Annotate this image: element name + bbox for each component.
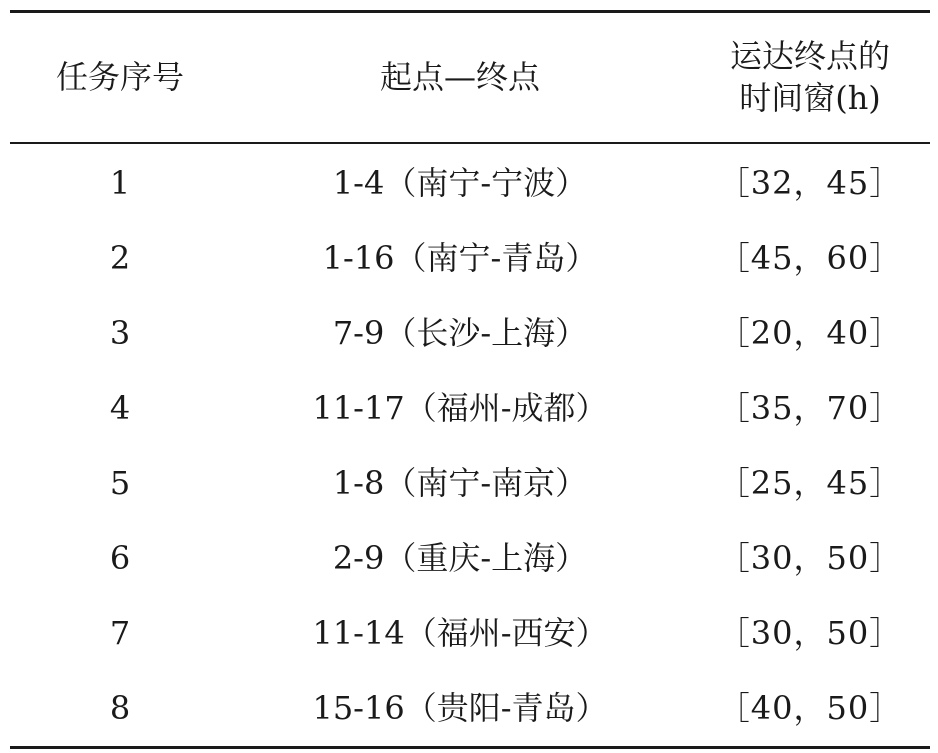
task-number-cell: 6 [109, 538, 131, 577]
header-time-window-line1: 运达终点的 [729, 36, 890, 75]
time-window-cell: ［40，50］ [717, 688, 903, 727]
table-row [10, 446, 930, 521]
task-number-cell: 8 [109, 688, 131, 727]
header-origin-destination: 起点—终点 [379, 57, 540, 96]
time-window-cell: ［25，45］ [717, 463, 903, 502]
table-row [10, 146, 930, 221]
table-bottom-rule [10, 746, 930, 749]
table-header-row [10, 13, 930, 142]
route-cell: 2-9（重庆-上海） [332, 538, 588, 577]
route-cell: 1-8（南宁-南京） [332, 463, 588, 502]
table-row [10, 521, 930, 596]
table-row [10, 221, 930, 296]
task-table [10, 10, 930, 749]
route-cell: 1-4（南宁-宁波） [332, 163, 588, 202]
time-window-cell: ［20，40］ [717, 313, 903, 352]
task-number-cell: 2 [109, 238, 131, 277]
route-cell: 7-9（长沙-上海） [332, 313, 588, 352]
task-number-cell: 7 [109, 613, 131, 652]
time-window-cell: ［30，50］ [717, 613, 903, 652]
route-cell: 15-16（贵阳-青岛） [312, 688, 608, 727]
time-window-cell: ［30，50］ [717, 538, 903, 577]
route-cell: 11-14（福州-西安） [312, 613, 608, 652]
task-number-cell: 1 [109, 163, 131, 202]
header-time-window [690, 36, 930, 119]
time-window-cell: ［45，60］ [717, 238, 903, 277]
table-row [10, 371, 930, 446]
time-window-cell: ［35，70］ [717, 388, 903, 427]
header-task-no: 任务序号 [55, 57, 184, 96]
table-row [10, 596, 930, 671]
header-time-window-line2: 时间窗(h) [739, 78, 881, 117]
time-window-cell: ［32，45］ [717, 163, 903, 202]
table-body [10, 144, 930, 746]
task-number-cell: 4 [109, 388, 131, 427]
table-row [10, 296, 930, 371]
route-cell: 11-17（福州-成都） [312, 388, 608, 427]
task-number-cell: 3 [109, 313, 131, 352]
route-cell: 1-16（南宁-青岛） [322, 238, 598, 277]
table-row [10, 671, 930, 746]
task-number-cell: 5 [109, 463, 131, 502]
